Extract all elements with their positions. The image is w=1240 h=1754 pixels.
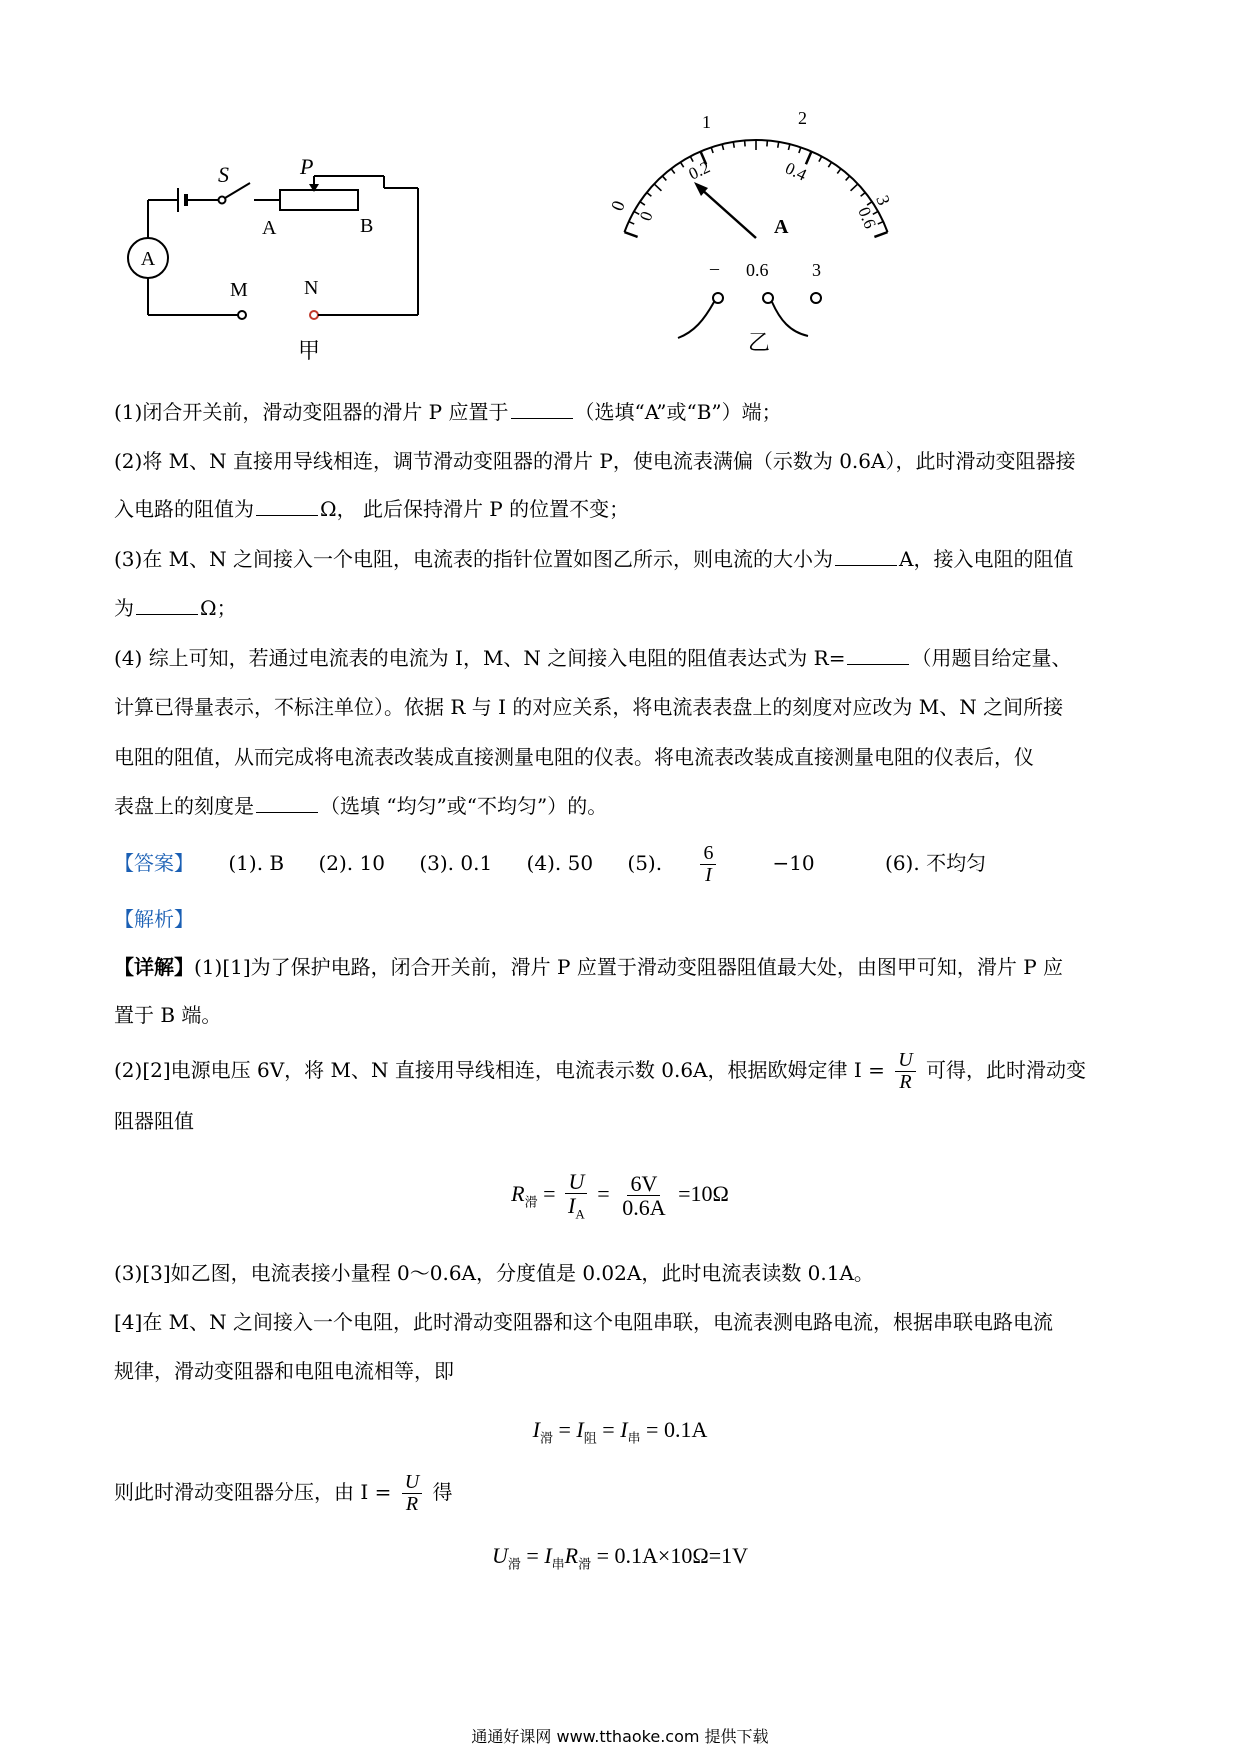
ohm-law-fraction: $\frac{U}{R}$ [895,1050,915,1093]
dial-tick [778,142,779,148]
dial-tick [851,184,858,191]
top-scale-3: 3 [872,192,895,208]
figure-caption-yi: 乙 [748,331,771,356]
dial-tick [788,144,789,150]
dial-tick [654,184,661,191]
dial-tick [733,142,734,148]
circuit-diagram-jia [118,150,488,370]
dial-needle [700,188,756,238]
question-4-line-4: 表盘上的刻度是 （选填 “均匀”或“不均匀”）的。 [114,794,608,818]
equation-2: $I_滑 = I_阻 = I_串 = 0.1A$ [532,1417,708,1446]
dial-tick [671,169,675,174]
dial-arc [624,140,887,232]
answer-4: (4). 50 [526,851,594,875]
answer-1: (1). B [228,851,285,875]
question-3-line-2: 为 Ω； [114,596,237,620]
footer: 通通好课网 www.tthaoke.com 提供下载 [471,1727,769,1746]
top-scale-0: 0 [606,198,629,214]
answer-row [114,840,1134,886]
question-2-line-1: (2)将 M、N 直接用导线相连，调节滑动变阻器的滑片 P，使电流表满偏（示数为 0.6A），此时滑动变阻器接 [114,449,1076,473]
detail-line-3: (2)[2]电源电压 6V，将 M、N 直接用导线相连，电流表示数 0.6A，根据欧姆定律 I = $\frac{U}{R}$ 可得，此时滑动变 [114,1049,1087,1093]
detail-line-1: 【详解】(1)[1]为了保护电路，闭合开关前，滑片 P 应置于滑动变阻器阻值最大处，由图甲可知，滑片 P 应 [114,955,1064,979]
dial-tick [647,193,652,197]
slider-label: P [300,154,314,179]
dial-unit: A [774,216,789,238]
question-4-line-3: 电阻的阻值，从而完成将电流表改装成直接测量电阻的仪表。将电流表改装成直接测量电阻的仪表后，仪 [114,745,1034,769]
equation-1: $R_滑$ = $\frac{U}{I_A}$ = $\frac{6V}{0.6A}$ =10Ω [511,1169,729,1222]
figure-caption-jia: 甲 [298,339,321,364]
question-1: (1)闭合开关前，滑动变阻器的滑片 P 应置于 （选填“A”或“B”）端； [114,400,782,424]
detail-line-2: 置于 B 端。 [114,1003,222,1027]
terminal-a-label: A [262,217,277,239]
analysis-label: 【解析】 [114,907,194,931]
answer-blank-3 [835,547,897,566]
dial-tick [629,222,634,225]
terminal-0.6: 0.6 [746,260,769,280]
question-4-line-1: (4) 综上可知，若通过电流表的电流为 I，M、N 之间接入电阻的阻值表达式为 R= （用题目给定量、 [114,646,1072,670]
dial-tick [861,193,866,197]
dial-tick [828,162,831,167]
detail-line-5: (3)[3]如乙图，电流表接小量程 0～0.6A，分度值是 0.02A，此时电流表读数 0.1A。 [114,1261,874,1285]
answer-blank-5 [847,646,909,665]
terminal-b-label: B [360,215,374,237]
answer-3: (3). 0.1 [419,851,493,875]
dial-tick [846,176,850,180]
equation-3: $U_滑 = I_串R_滑 = 0.1A\times 10\Omega=1V$ [492,1543,748,1572]
ammeter-dial-yi [604,110,944,360]
answer-label: 【答案】 [114,851,194,875]
dial-tick [819,156,822,161]
dial-tick [640,202,645,205]
dial-tick [806,151,812,164]
detail-line-4: 阻器阻值 [114,1109,194,1133]
answer-blank-6 [256,794,318,813]
answer-blank-1 [511,400,573,419]
dial-tick [662,176,666,180]
answer-6: (6). 不均匀 [885,851,987,875]
terminal-3: 3 [812,260,821,280]
detail-label: 【详解】 [114,955,194,979]
answer-5: (5). $\frac{6}{I}$ −10 [627,842,815,886]
detail-line-6: [4]在 M、N 之间接入一个电阻，此时滑动变阻器和这个电阻串联，电流表测电路电流，根据串联电路电流 [114,1310,1054,1334]
bottom-scale-0: 0 [635,208,657,224]
terminal-negative: – [710,258,719,278]
terminal-n-label: N [304,277,319,299]
ammeter-label: A [140,248,156,270]
bottom-scale-0.2: 0.2 [685,157,713,184]
answer-blank-2 [256,497,318,516]
answer-5-fraction: $\frac{6}{I}$ [700,843,744,886]
dial-tick [711,147,713,153]
dial-tick [680,162,683,167]
question-3-line-1: (3)在 M、N 之间接入一个电阻，电流表的指针位置如图乙所示，则电流的大小为 A，接入电阻的阻值 [114,547,1074,571]
bottom-scale-0.4: 0.4 [782,158,810,185]
dial-tick [722,144,723,150]
detail-line-8: 则此时滑动变阻器分压，由 I = $\frac{U}{R}$ 得 [114,1471,453,1515]
bottom-scale-0.6: 0.6 [854,204,880,232]
ohm-law-fraction-2: $\frac{U}{R}$ [402,1472,422,1515]
switch-label: S [218,162,229,187]
answer-blank-4 [136,596,198,615]
dial-tick [874,232,887,237]
answer-2: (2). 10 [318,851,385,875]
top-scale-2: 2 [798,110,807,128]
detail-line-7: 规律，滑动变阻器和电阻电流相等，即 [114,1359,454,1383]
terminal-m-label: M [230,279,248,301]
dial-tick [690,156,693,161]
top-scale-1: 1 [702,112,711,132]
question-4-line-2: 计算已得量表示，不标注单位）。依据 R 与 I 的对应关系，将电流表表盘上的刻度对应改为 M、N 之间所接 [114,695,1064,719]
dial-tick [799,147,801,153]
question-2-line-2: 入电路的阻值为 Ω， 此后保持滑片 P 的位置不变； [114,497,630,521]
dial-tick [624,232,637,237]
dial-tick [837,169,841,174]
